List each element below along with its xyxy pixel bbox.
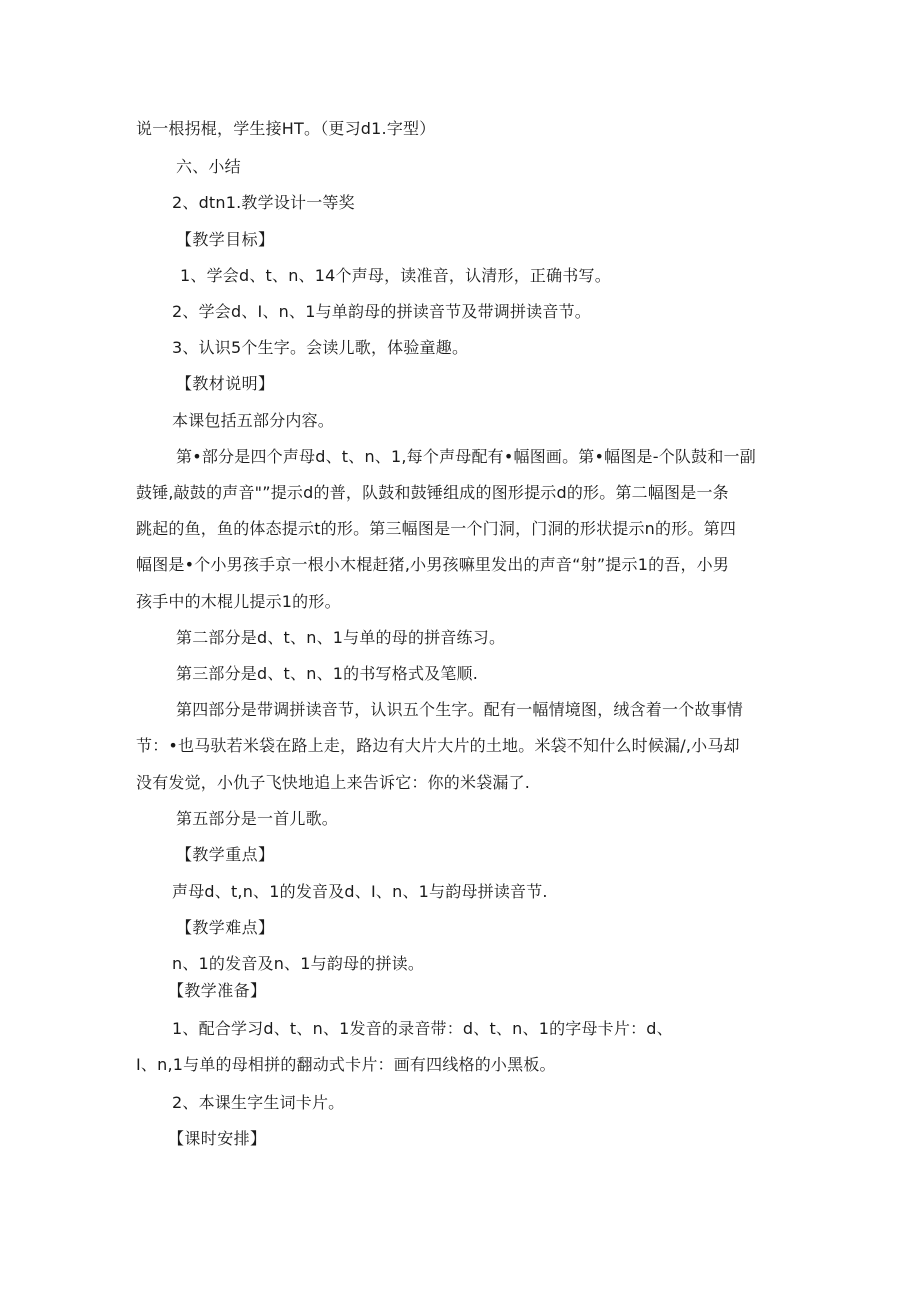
section-heading: 【教材说明】 (176, 374, 275, 393)
text-line: I、n,1与单的母相拼的翻动式卡片：画有四线格的小黑板。 (136, 1055, 556, 1074)
section-heading: 【教学目标】 (176, 230, 275, 249)
section-heading: 【教学重点】 (176, 845, 275, 864)
text-line: 2、学会d、I、n、1与单韵母的拼读音节及带调拼读音节。 (172, 302, 591, 321)
text-line: 孩手中的木棍儿提示1的形。 (136, 592, 341, 611)
text-line: 声母d、t,n、1的发音及d、I、n、1与韵母拼读音节. (172, 882, 548, 901)
text-line: 说一根拐棍，学生接HT。（更习d1.字型） (136, 119, 436, 138)
text-line: 第四部分是带调拼读音节，认识五个生字。配有一幅情境图，绒含着一个故事情 (176, 700, 744, 719)
text-line: 1、学会d、t、n、14个声母，读准音，认清形，正确书写。 (180, 266, 611, 285)
text-line: 1、配合学习d、t、n、1发音的录音带：d、t、n、1的字母卡片：d、 (172, 1019, 673, 1038)
text-line: 幅图是•个小男孩手京一根小木棍赶猪,小男孩嘛里发出的声音“射”提示1的吾，小男 (136, 555, 730, 574)
text-line: 第二部分是d、t、n、1与单的母的拼音练习。 (176, 628, 506, 647)
text-line: n、1的发音及n、1与韵母的拼读。 (172, 954, 425, 973)
text-line: 3、认识5个生字。会读儿歌，体验童趣。 (172, 338, 469, 357)
text-line: 跳起的鱼，鱼的体态提示t的形。第三幅图是一个门洞，门洞的形状提示n的形。第四 (136, 519, 737, 538)
section-heading: 【教学难点】 (176, 918, 275, 937)
section-heading: 六、小结 (176, 157, 241, 176)
document-title: 2、dtn1.教学设计一等奖 (172, 193, 355, 212)
section-heading: 【教学准备】 (168, 981, 267, 1000)
text-line: 没有发觉，小仇子飞快地追上来告诉它：你的米袋漏了. (136, 773, 531, 792)
section-heading: 【课时安排】 (168, 1129, 267, 1148)
text-line: 第五部分是一首儿歌。 (176, 809, 339, 828)
text-line: 本课包括五部分内容。 (172, 411, 335, 430)
text-line: 第•部分是四个声母d、t、n、1,每个声母配有•幅图画。第•幅图是-个队鼓和一副 (176, 447, 756, 466)
text-line: 鼓锤,敲鼓的声音"”提示d的普，队鼓和鼓锤组成的图形提示d的形。第二幅图是一条 (136, 483, 729, 502)
text-line: 第三部分是d、t、n、1的书写格式及笔顺. (176, 664, 479, 683)
text-line: 节：•也马驮若米袋在路上走，路边有大片大片的土地。米袋不知什么时候漏/,小马却 (136, 736, 740, 755)
text-line: 2、本课生字生词卡片。 (172, 1093, 345, 1112)
